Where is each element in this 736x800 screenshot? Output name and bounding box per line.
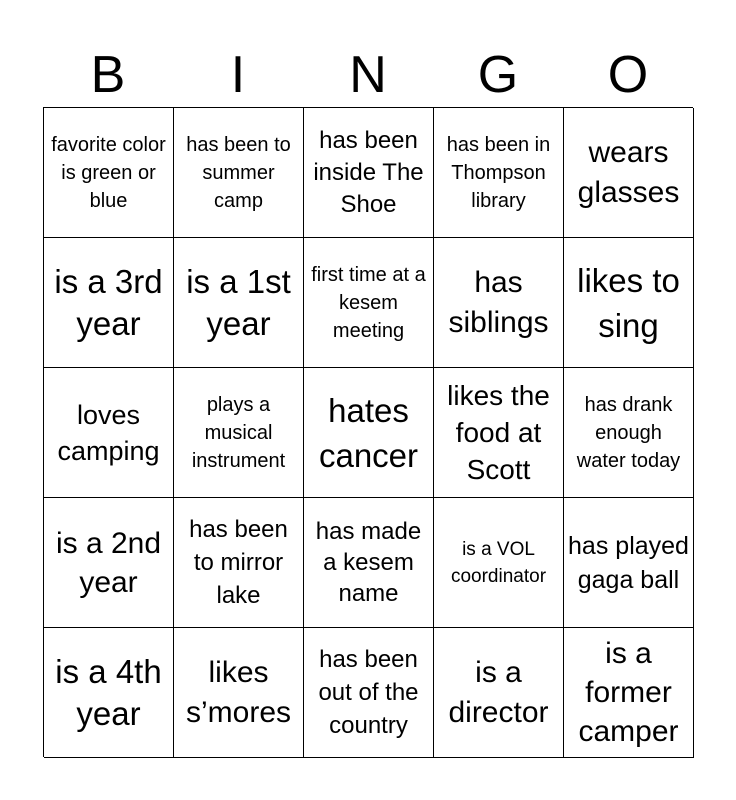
bingo-cell-text: has played gaga ball [568,531,689,594]
bingo-cell[interactable] [174,368,304,498]
bingo-cell-text: is a 1st year [186,262,291,342]
bingo-cell[interactable] [564,498,694,628]
bingo-cell[interactable] [304,498,434,628]
bingo-cell[interactable] [434,238,564,368]
bingo-cell-text: likes to sing [577,261,680,344]
bingo-cell-text: favorite color is green or blue [51,133,166,212]
bingo-cell[interactable] [174,628,304,758]
bingo-cell[interactable] [564,108,694,238]
bingo-cell[interactable] [564,628,694,758]
bingo-cell-text: plays a musical instrument [191,393,286,472]
bingo-cell-text: has siblings [448,265,549,339]
bingo-board [43,107,693,757]
bingo-cell[interactable] [44,498,174,628]
bingo-cell-text: has drank enough water today [576,393,681,472]
bingo-cell-text: hates cancer [318,391,419,474]
bingo-cell-text: is a director [448,655,549,729]
bingo-cell[interactable] [304,368,434,498]
bingo-cell-text: first time at a kesem meeting [311,263,426,342]
bingo-cell-text: has been to mirror lake [189,516,288,609]
bingo-cell[interactable] [174,498,304,628]
bingo-cell[interactable] [434,628,564,758]
bingo-cell-text: has been in Thompson library [446,133,551,212]
bingo-cell[interactable] [44,628,174,758]
bingo-cell[interactable] [564,238,694,368]
bingo-cell[interactable] [174,238,304,368]
bingo-cell-text: has been out of the country [318,646,419,739]
header-letter-o: O [607,46,649,104]
bingo-cell[interactable] [44,108,174,238]
bingo-cell[interactable] [434,498,564,628]
bingo-cell-text: likes s’mores [185,655,291,729]
bingo-cell[interactable] [564,368,694,498]
bingo-cell-text: likes the food at Scott [447,380,550,485]
bingo-cell[interactable] [304,108,434,238]
bingo-header [43,42,693,108]
bingo-cell-text: is a 3rd year [54,262,163,342]
bingo-cell[interactable] [44,238,174,368]
bingo-cell[interactable] [434,108,564,238]
header-letter-i: I [230,46,246,104]
bingo-cell[interactable] [174,108,304,238]
header-letter-g: G [477,46,519,104]
bingo-cell[interactable] [304,628,434,758]
bingo-cell-text: is a VOL coordinator [450,538,547,587]
bingo-cell[interactable] [434,368,564,498]
bingo-cell-text: is a 4th year [55,652,162,732]
bingo-cell-text: has made a kesem name [315,518,422,607]
bingo-cell-text: is a 2nd year [55,526,162,599]
bingo-cell-text: has been inside The Shoe [313,126,424,218]
bingo-cell-text: has been to summer camp [186,133,291,212]
bingo-cell-text: is a former camper [578,637,679,748]
header-letter-n: N [349,46,387,104]
bingo-cell-text: loves camping [57,399,160,466]
bingo-cell[interactable] [304,238,434,368]
header-letter-b: B [90,46,126,104]
bingo-cell-text: wears glasses [577,135,680,209]
bingo-cell[interactable] [44,368,174,498]
